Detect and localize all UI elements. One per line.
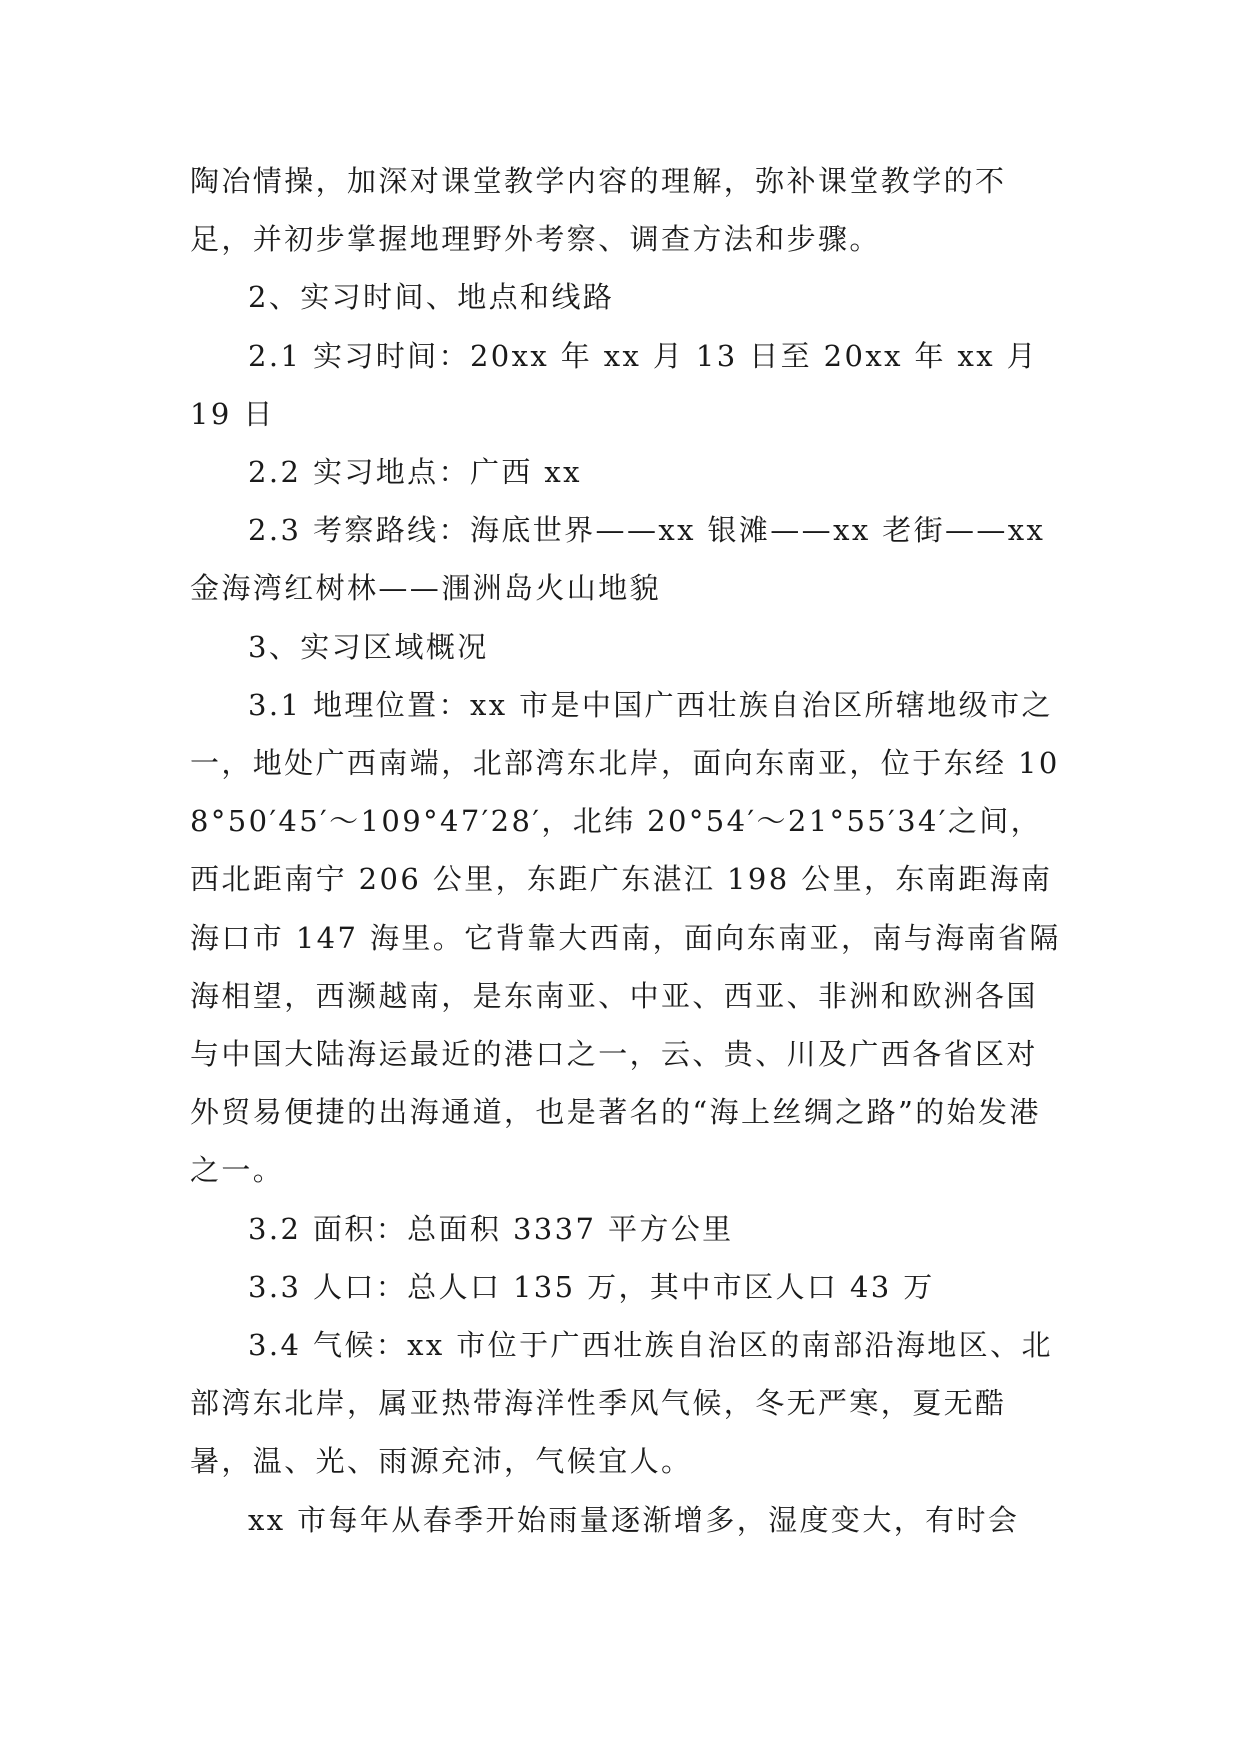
paragraph-population: 3.3 人口：总人口 135 万，其中市区人口 43 万 (248, 1269, 935, 1304)
document-body (190, 152, 1062, 1549)
heading-section-2: 2、实习时间、地点和线路 (248, 280, 615, 315)
paragraph-geography: 3.1 地理位置：xx 市是中国广西壮族自治区所辖地级市之一，地处广西南端，北部湾东北岸，面向东南亚，位于东经 108°50′45′～109°47′28′，北纬 20°54′～21°55′34′之间，西北距南宁 206 公里，东距广东湛江 198 公里，东南距海南海口市 147 海里。它背靠大西南，面向东南亚，南与海南省隔海相望，西濒越南，是东南亚、中亚、西亚、非洲和欧洲各国与中国大陆海运最近的港口之一，云、贵、川及广西各省区对外贸易便捷的出海通道，也是著名的“海上丝绸之路”的始发港之一。 (190, 687, 1061, 1188)
paragraph-intro-continuation: 陶冶情操，加深对课堂教学内容的理解，弥补课堂教学的不足，并初步掌握地理野外考察、调查方法和步骤。 (190, 164, 1007, 257)
paragraph-internship-time: 2.1 实习时间：20xx 年 xx 月 13 日至 20xx 年 xx 月 19 日 (190, 338, 1039, 431)
paragraph-area: 3.2 面积：总面积 3337 平方公里 (248, 1211, 734, 1246)
paragraph-route: 2.3 考察路线：海底世界——xx 银滩——xx 老街——xx 金海湾红树林——涠洲岛火山地貌 (190, 513, 1046, 606)
paragraph-climate: 3.4 气候：xx 市位于广西壮族自治区的南部沿海地区、北部湾东北岸，属亚热带海洋性季风气候，冬无严寒，夏无酷暑，温、光、雨源充沛，气候宜人。 (190, 1328, 1053, 1479)
heading-section-3: 3、实习区域概况 (248, 629, 489, 664)
paragraph-internship-location: 2.2 实习地点：广西 xx (248, 455, 582, 490)
paragraph-rainfall: xx 市每年从春季开始雨量逐渐增多，湿度变大，有时会 (248, 1502, 1020, 1537)
